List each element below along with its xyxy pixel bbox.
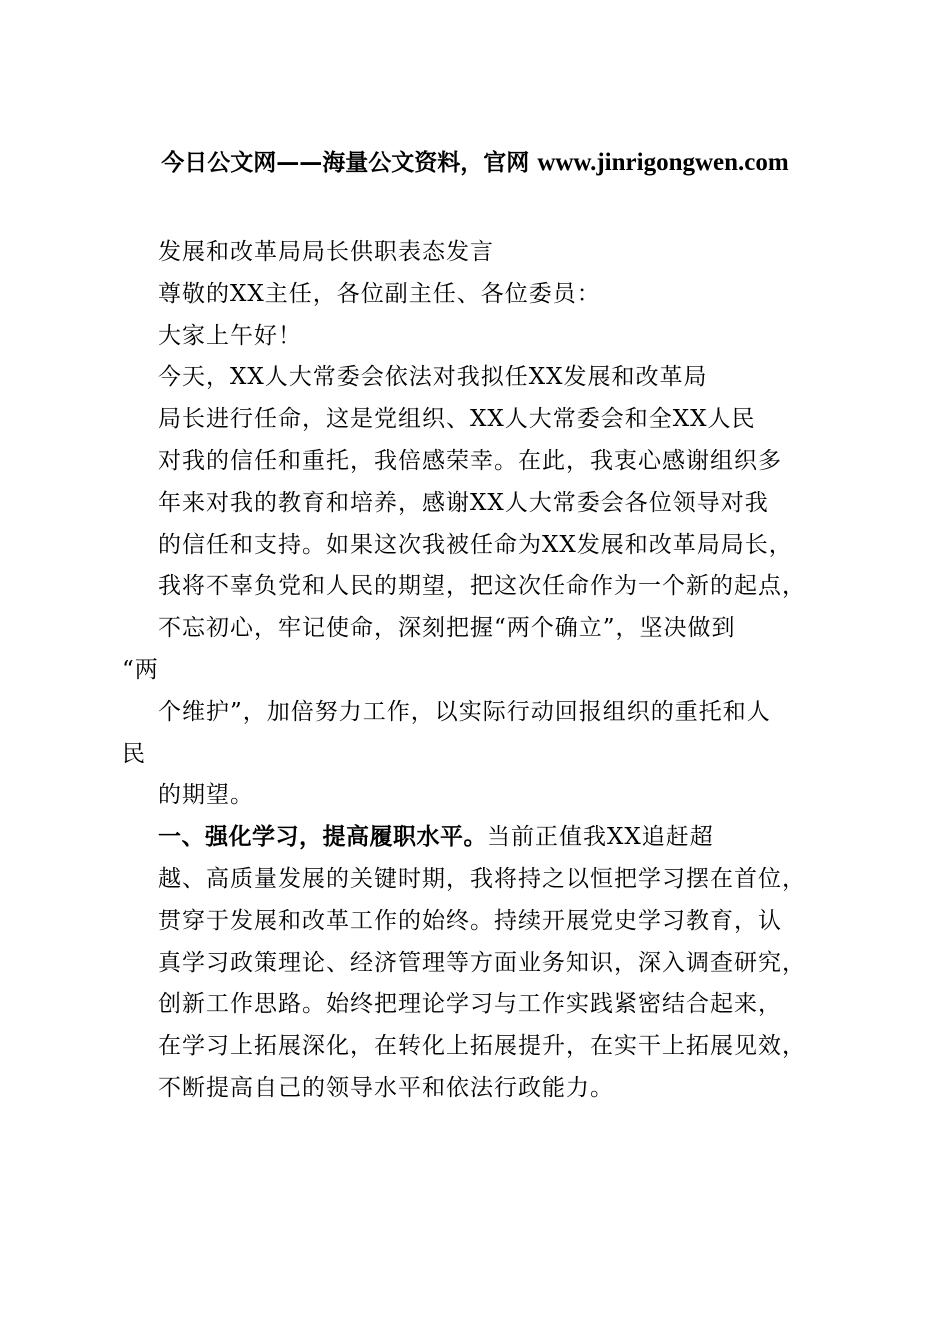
paragraph-line: 对我的信任和重托，我倍感荣幸。在此，我衷心感谢组织多 <box>158 447 782 474</box>
section-1-heading: 一、强化学习，提高履职水平。 <box>158 824 487 851</box>
paragraph-line: 的信任和支持。如果这次我被任命为XX发展和改革局局长， <box>158 531 793 558</box>
section-1-line: 真学习政策理论、经济管理等方面业务知识，深入调查研究， <box>158 949 806 976</box>
section-1-first-line-text: 当前正值我XX追赶超 <box>487 824 714 851</box>
paragraph-line: 我将不辜负党和人民的期望，把这次任命作为一个新的起点， <box>158 573 806 600</box>
section-1-line: 创新工作思路。始终把理论学习与工作实践紧密结合起来， <box>158 991 782 1018</box>
section-1-line: 在学习上拓展深化，在转化上拓展提升，在实干上拓展见效， <box>158 1033 806 1060</box>
paragraph-line: 民 <box>122 740 146 767</box>
paragraph-line: 个维护”，加倍努力工作，以实际行动回报组织的重托和人 <box>158 698 771 725</box>
site-url[interactable]: www.jinrigongwen.com <box>537 149 789 176</box>
section-1-line: 贯穿于发展和改革工作的始终。持续开展党史学习教育，认 <box>158 907 782 934</box>
site-header-text: 今日公文网——海量公文资料，官网 <box>161 150 530 176</box>
section-1-first-line <box>0 817 950 859</box>
section-1-line: 越、高质量发展的关键时期，我将持之以恒把学习摆在首位， <box>158 865 806 892</box>
paragraph-line: 今天，XX人大常委会依法对我拟任XX发展和改革局 <box>158 364 708 391</box>
paragraph-line: 不忘初心，牢记使命，深刻把握“两个确立”，坚决做到 <box>158 615 736 642</box>
paragraph-line: “两 <box>122 656 159 683</box>
greeting: 大家上午好！ <box>158 322 302 349</box>
paragraph-line: 局长进行任命，这是党组织、XX人大常委会和全XX人民 <box>158 406 756 433</box>
document-body <box>0 232 950 1110</box>
paragraph-line: 年来对我的教育和培养，感谢XX人大常委会各位领导对我 <box>158 489 769 516</box>
site-header <box>0 145 950 181</box>
document-title: 发展和改革局局长供职表态发言 <box>158 239 494 265</box>
paragraph-line: 的期望。 <box>158 782 254 809</box>
salutation: 尊敬的XX主任，各位副主任、各位委员： <box>158 280 601 307</box>
section-1-line: 不断提高自己的领导水平和依法行政能力。 <box>158 1074 614 1101</box>
